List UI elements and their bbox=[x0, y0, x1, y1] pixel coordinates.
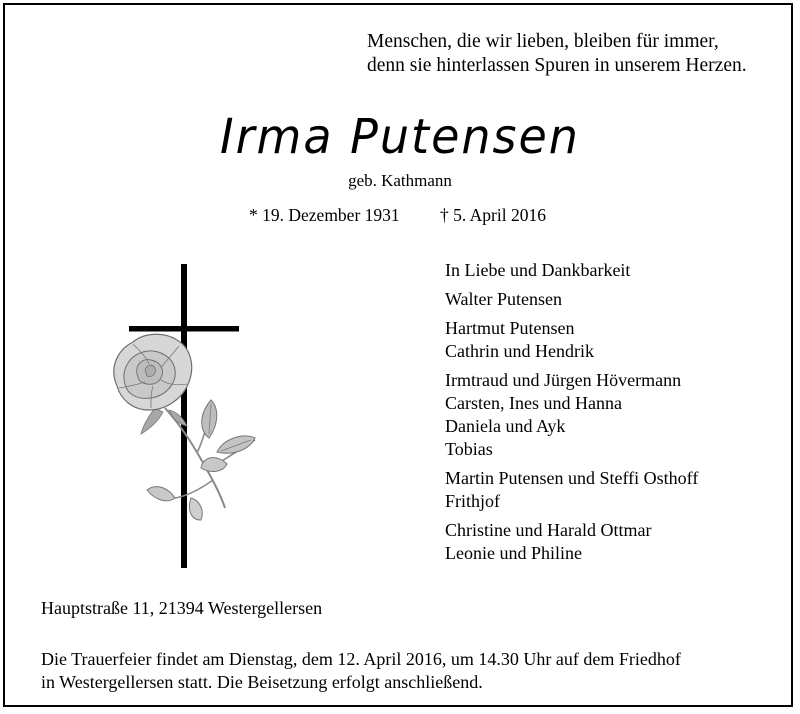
death-date: † 5. April 2016 bbox=[440, 205, 546, 225]
address: Hauptstraße 11, 21394 Westergellersen bbox=[41, 598, 323, 618]
mourner-line: Cathrin und Hendrik bbox=[445, 341, 594, 361]
mourner-line: Christine und Harald Ottmar bbox=[445, 520, 652, 540]
mourner-line: Walter Putensen bbox=[445, 289, 563, 309]
mourner-line: Carsten, Ines und Hanna bbox=[445, 393, 622, 413]
mourner-line: Hartmut Putensen bbox=[445, 318, 575, 338]
motto-line-1: Menschen, die wir lieben, bleiben für immer, bbox=[367, 31, 719, 52]
mourner-line: Martin Putensen und Steffi Osthoff bbox=[445, 468, 699, 488]
birth-date: * 19. Dezember 1931 bbox=[249, 205, 400, 225]
birth-name: geb. Kathmann bbox=[348, 171, 452, 190]
motto-line-2: denn sie hinterlassen Spuren in unserem Herzen. bbox=[367, 55, 747, 76]
mourner-group bbox=[445, 369, 698, 461]
ceremony-line-2: in Westergellersen statt. Die Beisetzung erfolgt anschließend. bbox=[41, 672, 483, 692]
mourner-line: In Liebe und Dankbarkeit bbox=[445, 260, 631, 280]
ceremony-line-1: Die Trauerfeier findet am Dienstag, dem 12. April 2016, um 14.30 Uhr auf dem Friedhof bbox=[41, 649, 681, 669]
mourner-line: Daniela und Ayk bbox=[445, 416, 566, 436]
mourner-line: Irmtraud und Jürgen Hövermann bbox=[445, 370, 682, 390]
mourner-group bbox=[445, 467, 698, 513]
mourner-group bbox=[445, 317, 698, 363]
mourner-line: Frithjof bbox=[445, 491, 501, 511]
mourner-group bbox=[445, 288, 698, 311]
motto-quote bbox=[367, 30, 747, 78]
mourners-list bbox=[445, 259, 698, 571]
rose-bloom bbox=[114, 334, 192, 410]
mourner-line: Leonie und Philine bbox=[445, 543, 582, 563]
mourner-group bbox=[445, 259, 698, 282]
cross-vertical-bar bbox=[181, 264, 187, 568]
deceased-name: Irma Putensen bbox=[220, 107, 580, 165]
mourner-line: Tobias bbox=[445, 439, 493, 459]
cross-with-rose-icon bbox=[95, 258, 275, 574]
ceremony-info bbox=[41, 648, 681, 694]
cross-horizontal-bar bbox=[129, 326, 239, 332]
mourner-group bbox=[445, 519, 698, 565]
